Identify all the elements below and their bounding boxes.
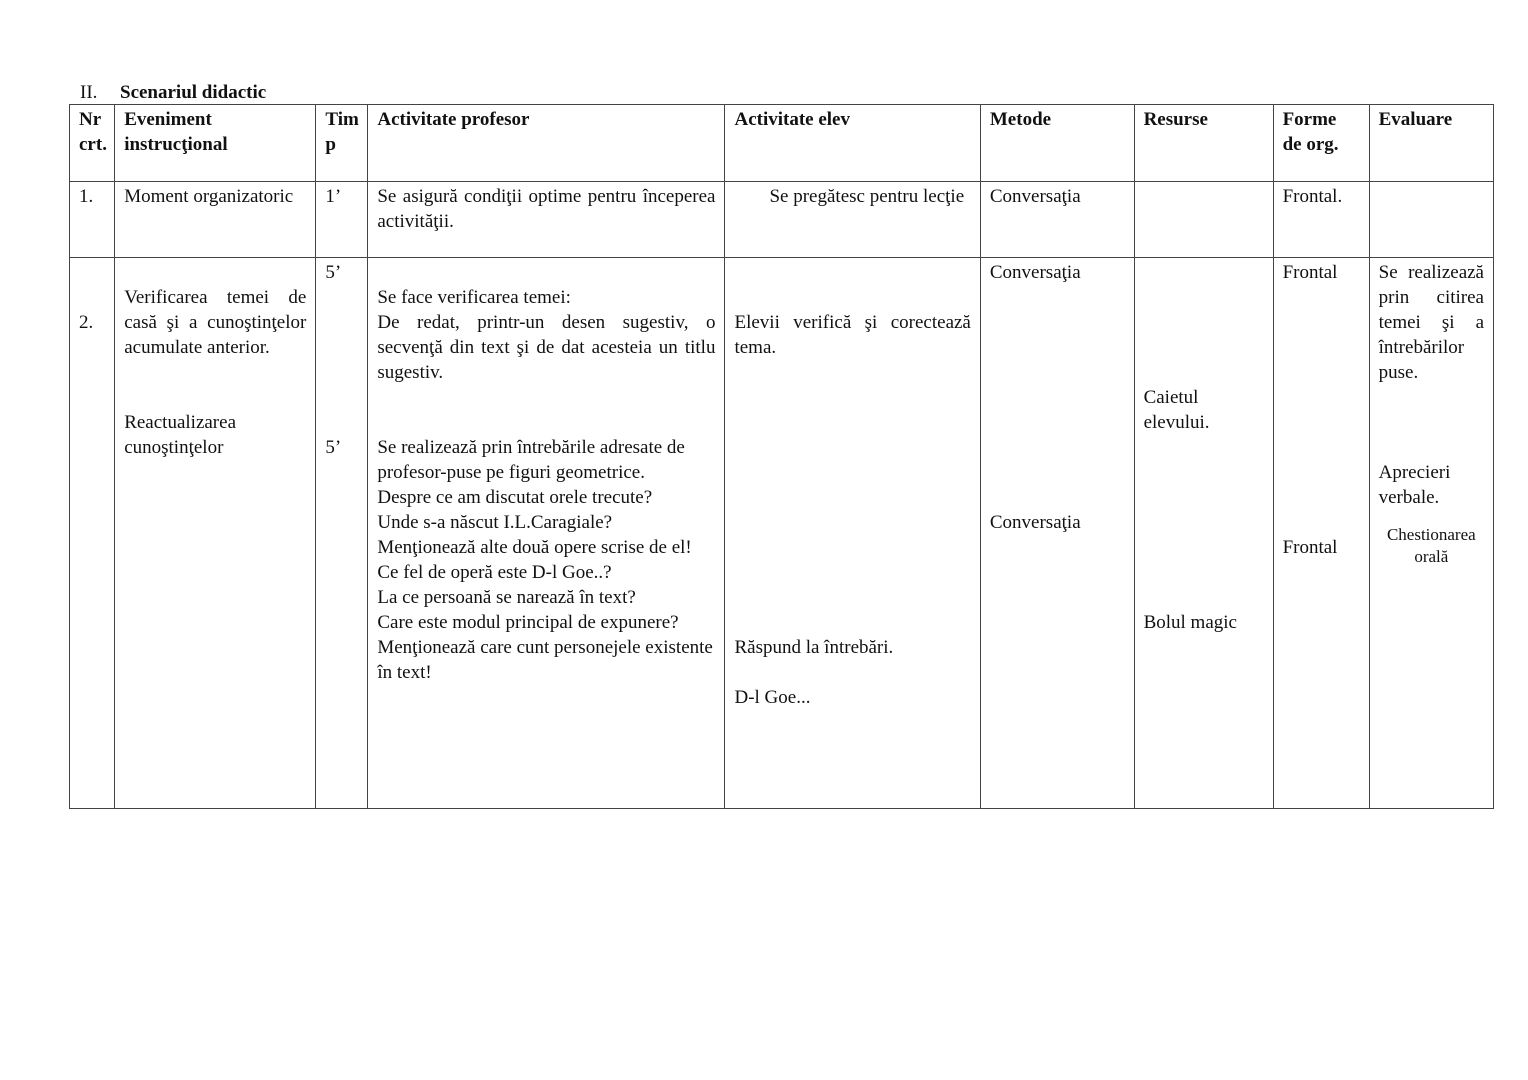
row2-profesor-verificare-text: De redat, printr-un desen sugestiv, o secvenţă din text şi de dat acesteia un titlu sugestiv. <box>377 312 716 383</box>
row2-activitate-elev-cell <box>725 258 980 809</box>
row2-timp-1: 5’ <box>325 262 342 283</box>
row2-resurse-bol: Bolul magic <box>1143 612 1237 633</box>
header-forme: Forme de org. <box>1273 105 1369 182</box>
row2-profesor-verificare-title: Se face verificarea temei: <box>377 287 571 308</box>
row2-timp-cell <box>316 258 368 809</box>
row2-question: Care este modul principal de expunere? <box>377 612 679 633</box>
row1-resurse <box>1134 182 1273 258</box>
row2-eveniment-verificare: Verificarea temei de casă şi a cunoştinţelor acumulate anterior. <box>124 287 307 358</box>
row2-forme-2: Frontal <box>1282 537 1338 558</box>
row2-evaluare-1: Se realizează prin citirea temei şi a întrebărilor puse. <box>1378 262 1484 383</box>
header-metode: Metode <box>980 105 1134 182</box>
row2-metode-cell <box>980 258 1134 809</box>
header-resurse: Resurse <box>1134 105 1273 182</box>
row2-question: Unde s-a născut I.L.Caragiale? <box>377 512 613 533</box>
header-eveniment: Eveniment instrucţional <box>115 105 316 182</box>
row2-elev-verificare: Elevii verifică şi corectează tema. <box>734 312 971 358</box>
row2-question: Menţionează alte două opere scrise de el! <box>377 537 692 558</box>
row2-question: Menţionează care cunt personejele existente în text! <box>377 637 713 683</box>
row1-nr: 1. <box>70 182 115 258</box>
header-activitate-elev: Activitate elev <box>725 105 980 182</box>
header-evaluare: Evaluare <box>1369 105 1493 182</box>
table-header-row <box>70 105 1494 182</box>
row2-question: Ce fel de operă este D-l Goe..? <box>377 562 612 583</box>
section-heading: Scenariul didactic <box>120 82 267 103</box>
row2-evaluare-2: Aprecieri verbale. <box>1378 462 1451 508</box>
row2-eveniment-cell <box>115 258 316 809</box>
table-row <box>70 182 1494 258</box>
row2-evaluare-cell <box>1369 258 1493 809</box>
row2-profesor-intro: Se realizează prin întrebările adresate de profesor-puse pe figuri geometrice. <box>377 437 685 483</box>
row1-metode: Conversaţia <box>980 182 1134 258</box>
row2-resurse-caiet: Caietul elevului. <box>1143 387 1210 433</box>
row2-eveniment-reactualizare: Reactualizarea cunoştinţelor <box>124 412 237 458</box>
table-row <box>70 258 1494 809</box>
row2-timp-2: 5’ <box>325 437 342 458</box>
scenario-table <box>69 104 1494 809</box>
header-activitate-profesor: Activitate profesor <box>368 105 725 182</box>
row2-evaluare-3: Chestionarea orală <box>1386 525 1476 566</box>
row1-forme: Frontal. <box>1273 182 1369 258</box>
header-nr: Nr crt. <box>70 105 115 182</box>
row2-resurse-cell <box>1134 258 1273 809</box>
row2-forme-cell <box>1273 258 1369 809</box>
row2-nr: 2. <box>79 312 94 333</box>
section-title <box>80 80 266 105</box>
row2-nr-cell <box>70 258 115 809</box>
row2-metode-1: Conversaţia <box>989 262 1081 283</box>
row1-eveniment: Moment organizatoric <box>115 182 316 258</box>
section-number: II. <box>80 82 98 103</box>
row1-timp: 1’ <box>316 182 368 258</box>
row1-evaluare <box>1369 182 1493 258</box>
row1-activitate-profesor: Se asigură condiţii optime pentru începerea activităţii. <box>368 182 725 258</box>
row2-elev-raspund: Răspund la întrebări. <box>734 637 894 658</box>
row2-activitate-profesor-cell <box>368 258 725 809</box>
header-timp: Tim p <box>316 105 368 182</box>
row1-activitate-elev: Se pregătesc pentru lecţie <box>725 182 980 258</box>
row2-question: Despre ce am discutat orele trecute? <box>377 487 653 508</box>
row2-metode-2: Conversaţia <box>989 512 1081 533</box>
row2-question: La ce persoană se narează în text? <box>377 587 636 608</box>
row2-forme-1: Frontal <box>1282 262 1338 283</box>
row2-elev-goe: D-l Goe... <box>734 687 811 708</box>
